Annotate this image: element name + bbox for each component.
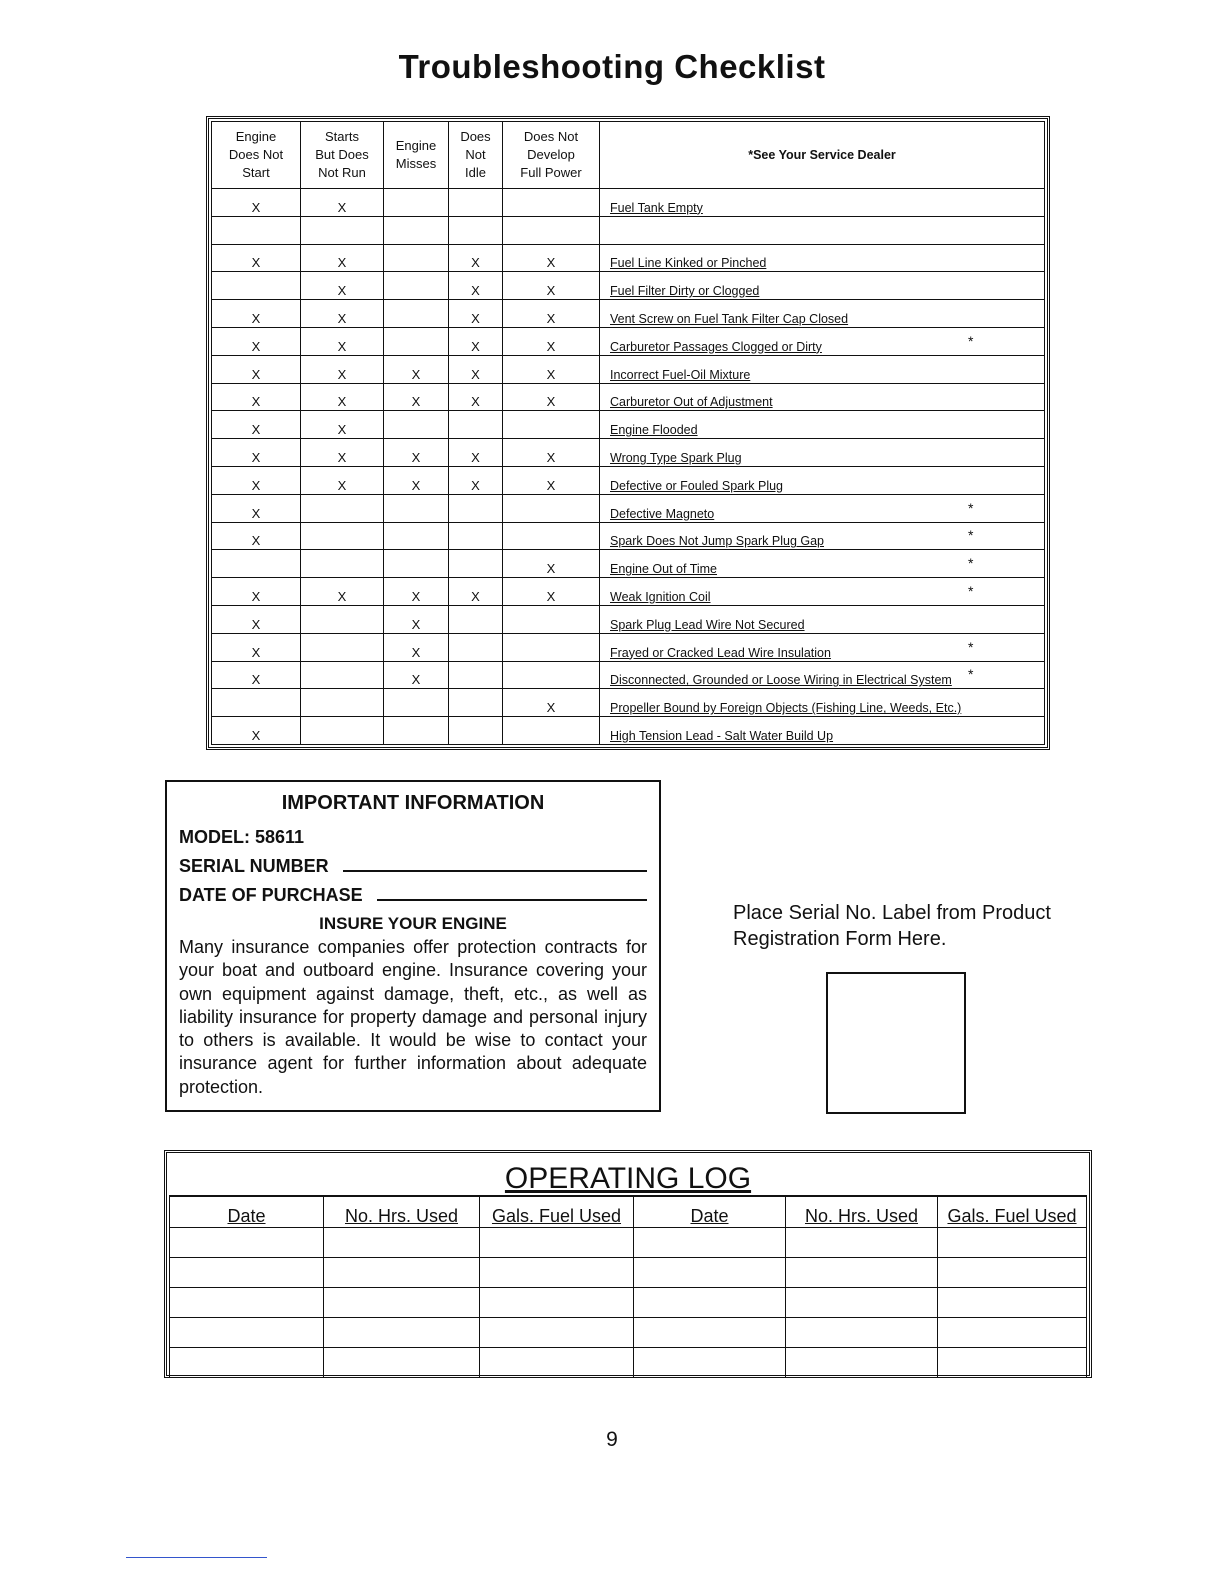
symptom-mark-cell: X xyxy=(503,689,600,717)
symptom-mark-cell: X xyxy=(212,355,301,383)
cause-cell xyxy=(600,189,1045,217)
cause-cell xyxy=(600,355,1045,383)
symptom-mark-cell: X xyxy=(301,383,384,411)
symptom-mark-cell xyxy=(212,550,301,578)
symptom-mark-cell: X xyxy=(301,327,384,355)
header-does-not-idle: Does Not Idle xyxy=(449,122,503,189)
log-header-fuel xyxy=(480,1197,634,1228)
operating-log-row xyxy=(170,1318,1087,1348)
symptom-mark-cell xyxy=(384,189,449,217)
symptom-mark-cell xyxy=(212,216,301,244)
symptom-mark-cell xyxy=(503,717,600,745)
cause-cell xyxy=(600,605,1045,633)
cause-text: Carburetor Passages Clogged or Dirty xyxy=(610,339,822,354)
log-header-date-text: Date xyxy=(227,1206,266,1226)
symptom-mark-cell xyxy=(212,689,301,717)
operating-log-cell[interactable] xyxy=(324,1348,480,1378)
symptom-mark-cell xyxy=(384,244,449,272)
symptom-mark-cell xyxy=(384,327,449,355)
symptom-mark-cell xyxy=(503,216,600,244)
symptom-mark-cell xyxy=(449,717,503,745)
cause-cell xyxy=(600,300,1045,328)
operating-log-cell[interactable] xyxy=(170,1318,324,1348)
serial-number-blank xyxy=(343,870,647,872)
troubleshooting-row xyxy=(212,578,1045,606)
operating-log-cell[interactable] xyxy=(786,1288,938,1318)
symptom-mark-cell xyxy=(503,411,600,439)
operating-log-cell[interactable] xyxy=(480,1288,634,1318)
troubleshooting-row xyxy=(212,661,1045,689)
service-dealer-marker: * xyxy=(968,499,974,516)
symptom-mark-cell xyxy=(384,689,449,717)
cause-text: Frayed or Cracked Lead Wire Insulation xyxy=(610,645,831,660)
troubleshooting-header-row xyxy=(212,122,1045,189)
operating-log-cell[interactable] xyxy=(324,1318,480,1348)
symptom-mark-cell: X xyxy=(212,605,301,633)
log-header-hours xyxy=(324,1197,480,1228)
troubleshooting-row xyxy=(212,633,1045,661)
operating-log-table xyxy=(169,1196,1087,1378)
operating-log-cell[interactable] xyxy=(480,1318,634,1348)
cause-cell xyxy=(600,466,1045,494)
header-does-not-develop-full-power: Does Not Develop Full Power xyxy=(503,122,600,189)
symptom-mark-cell: X xyxy=(301,578,384,606)
operating-log-frame xyxy=(164,1150,1092,1378)
symptom-mark-cell: X xyxy=(212,633,301,661)
operating-log-cell[interactable] xyxy=(938,1228,1087,1258)
header-see-service-dealer: *See Your Service Dealer xyxy=(600,122,1045,189)
operating-log-cell[interactable] xyxy=(938,1258,1087,1288)
operating-log-cell[interactable] xyxy=(170,1288,324,1318)
log-header-date-2 xyxy=(634,1197,786,1228)
symptom-mark-cell: X xyxy=(212,411,301,439)
log-header-date xyxy=(170,1197,324,1228)
log-header-fuel-2-text: Gals. Fuel Used xyxy=(947,1206,1077,1226)
symptom-mark-cell: X xyxy=(212,244,301,272)
symptom-mark-cell xyxy=(384,717,449,745)
cause-text: Defective Magneto xyxy=(610,506,715,521)
log-header-hours-2-text: No. Hrs. Used xyxy=(804,1206,919,1226)
symptom-mark-cell: X xyxy=(212,439,301,467)
symptom-mark-cell xyxy=(449,522,503,550)
symptom-mark-cell: X xyxy=(301,272,384,300)
symptom-mark-cell xyxy=(384,272,449,300)
header-engine-does-not-start: Engine Does Not Start xyxy=(212,122,301,189)
troubleshooting-rows xyxy=(212,189,1045,745)
cause-text: Spark Does Not Jump Spark Plug Gap xyxy=(610,534,824,549)
cause-text: High Tension Lead - Salt Water Build Up xyxy=(610,728,834,743)
cause-cell xyxy=(600,689,1045,717)
symptom-mark-cell: X xyxy=(449,327,503,355)
operating-log-cell[interactable] xyxy=(938,1318,1087,1348)
troubleshooting-row xyxy=(212,383,1045,411)
symptom-mark-cell: X xyxy=(384,439,449,467)
symptom-mark-cell: X xyxy=(449,355,503,383)
symptom-mark-cell: X xyxy=(449,272,503,300)
symptom-mark-cell xyxy=(384,216,449,244)
operating-log-cell[interactable] xyxy=(786,1318,938,1348)
symptom-mark-cell: X xyxy=(212,522,301,550)
troubleshooting-row xyxy=(212,189,1045,217)
operating-log-title-text: OPERATING LOG xyxy=(504,1162,752,1195)
log-header-fuel-2 xyxy=(938,1197,1087,1228)
cause-cell xyxy=(600,383,1045,411)
cause-cell xyxy=(600,717,1045,745)
symptom-mark-cell xyxy=(503,605,600,633)
symptom-mark-cell xyxy=(503,189,600,217)
model-line xyxy=(179,827,647,848)
operating-log-cell[interactable] xyxy=(170,1228,324,1258)
model-label: MODEL: 58611 xyxy=(179,827,305,847)
symptom-mark-cell xyxy=(301,717,384,745)
troubleshooting-row xyxy=(212,216,1045,244)
symptom-mark-cell xyxy=(301,661,384,689)
cause-text: Spark Plug Lead Wire Not Secured xyxy=(610,617,805,632)
cause-cell xyxy=(600,494,1045,522)
operating-log-cell[interactable] xyxy=(634,1258,786,1288)
page-title: Troubleshooting Checklist xyxy=(398,48,826,85)
cause-cell xyxy=(600,244,1045,272)
operating-log-cell[interactable] xyxy=(634,1348,786,1378)
service-dealer-marker: * xyxy=(968,582,974,599)
symptom-mark-cell xyxy=(449,689,503,717)
troubleshooting-row xyxy=(212,300,1045,328)
important-info-title: IMPORTANT INFORMATION xyxy=(281,792,545,814)
symptom-mark-cell: X xyxy=(384,605,449,633)
symptom-mark-cell: X xyxy=(449,578,503,606)
troubleshooting-row xyxy=(212,272,1045,300)
operating-log-cell[interactable] xyxy=(938,1288,1087,1318)
operating-log-cell[interactable] xyxy=(480,1348,634,1378)
symptom-mark-cell: X xyxy=(212,327,301,355)
symptom-mark-cell: X xyxy=(384,383,449,411)
cause-cell xyxy=(600,439,1045,467)
important-information-box xyxy=(165,780,661,1112)
symptom-mark-cell: X xyxy=(503,383,600,411)
symptom-mark-cell: X xyxy=(449,244,503,272)
cause-text: Propeller Bound by Foreign Objects (Fishing Line, Weeds, Etc.) xyxy=(610,701,962,716)
symptom-mark-cell xyxy=(449,411,503,439)
symptom-mark-cell xyxy=(301,494,384,522)
header-engine-misses: Engine Misses xyxy=(384,122,449,189)
operating-log-row xyxy=(170,1228,1087,1258)
operating-log-cell[interactable] xyxy=(324,1288,480,1318)
symptom-mark-cell xyxy=(212,272,301,300)
serial-label-note: Place Serial No. Label from Product Registration Form Here. xyxy=(733,902,1051,950)
symptom-mark-cell xyxy=(449,216,503,244)
symptom-mark-cell: X xyxy=(503,578,600,606)
cause-cell xyxy=(600,216,1045,244)
symptom-mark-cell: X xyxy=(503,439,600,467)
symptom-mark-cell: X xyxy=(503,466,600,494)
cause-cell xyxy=(600,550,1045,578)
cause-text: Wrong Type Spark Plug xyxy=(610,450,742,465)
symptom-mark-cell: X xyxy=(503,300,600,328)
troubleshooting-row xyxy=(212,355,1045,383)
cause-cell xyxy=(600,661,1045,689)
cause-text: Weak Ignition Coil xyxy=(610,589,711,604)
symptom-mark-cell: X xyxy=(301,189,384,217)
cause-cell xyxy=(600,411,1045,439)
cause-text: Fuel Tank Empty xyxy=(610,200,703,215)
troubleshooting-row xyxy=(212,605,1045,633)
header-starts-but-does-not-run: Starts But Does Not Run xyxy=(301,122,384,189)
cause-text: Defective or Fouled Spark Plug xyxy=(610,478,784,493)
log-header-fuel-text: Gals. Fuel Used xyxy=(491,1206,622,1226)
troubleshooting-row xyxy=(212,689,1045,717)
operating-log-cell[interactable] xyxy=(170,1348,324,1378)
symptom-mark-cell: X xyxy=(212,717,301,745)
troubleshooting-table xyxy=(211,121,1045,745)
troubleshooting-row xyxy=(212,550,1045,578)
serial-number-line xyxy=(179,856,647,877)
symptom-mark-cell: X xyxy=(449,439,503,467)
insure-engine-title: INSURE YOUR ENGINE xyxy=(319,914,507,933)
symptom-mark-cell: X xyxy=(384,578,449,606)
service-dealer-marker: * xyxy=(968,527,974,544)
insure-engine-text: Many insurance companies offer protection contracts for your boat and outboard engine. Insurance covering your own equipment against damage, theft, etc., as well as liability insurance for property damage and personal injury to others is available. It would be wise to contact your insurance agent for further information about adequate protection. xyxy=(179,937,647,1097)
symptom-mark-cell: X xyxy=(503,550,600,578)
symptom-mark-cell xyxy=(301,522,384,550)
symptom-mark-cell xyxy=(503,522,600,550)
date-of-purchase-blank xyxy=(377,899,647,901)
troubleshooting-row xyxy=(212,717,1045,745)
cause-text: Disconnected, Grounded or Loose Wiring in Electrical System xyxy=(610,673,952,688)
symptom-mark-cell xyxy=(503,661,600,689)
symptom-mark-cell xyxy=(301,550,384,578)
symptom-mark-cell xyxy=(503,633,600,661)
symptom-mark-cell: X xyxy=(384,466,449,494)
symptom-mark-cell xyxy=(449,189,503,217)
operating-log-row xyxy=(170,1288,1087,1318)
troubleshooting-row xyxy=(212,494,1045,522)
operating-log-rows xyxy=(170,1228,1087,1378)
cause-text: Carburetor Out of Adjustment xyxy=(610,395,773,410)
symptom-mark-cell: X xyxy=(449,383,503,411)
symptom-mark-cell xyxy=(301,216,384,244)
operating-log-cell[interactable] xyxy=(480,1258,634,1288)
page-number: 9 xyxy=(606,1428,618,1451)
operating-log-cell[interactable] xyxy=(786,1348,938,1378)
operating-log-cell[interactable] xyxy=(324,1258,480,1288)
symptom-mark-cell xyxy=(301,633,384,661)
symptom-mark-cell: X xyxy=(301,300,384,328)
symptom-mark-cell xyxy=(503,494,600,522)
cause-cell xyxy=(600,578,1045,606)
symptom-mark-cell: X xyxy=(301,355,384,383)
operating-log-cell[interactable] xyxy=(634,1288,786,1318)
operating-log-cell[interactable] xyxy=(170,1258,324,1288)
operating-log-cell[interactable] xyxy=(324,1228,480,1258)
cause-text: Engine Out of Time xyxy=(610,562,718,577)
operating-log-row xyxy=(170,1348,1087,1378)
cause-cell xyxy=(600,633,1045,661)
symptom-mark-cell: X xyxy=(449,300,503,328)
symptom-mark-cell: X xyxy=(449,466,503,494)
symptom-mark-cell: X xyxy=(212,578,301,606)
symptom-mark-cell: X xyxy=(212,494,301,522)
symptom-mark-cell xyxy=(384,550,449,578)
operating-log-title xyxy=(169,1155,1087,1196)
cause-cell xyxy=(600,272,1045,300)
symptom-mark-cell xyxy=(384,522,449,550)
symptom-mark-cell xyxy=(384,494,449,522)
symptom-mark-cell xyxy=(449,661,503,689)
symptom-mark-cell xyxy=(449,633,503,661)
symptom-mark-cell xyxy=(384,411,449,439)
symptom-mark-cell: X xyxy=(212,383,301,411)
symptom-mark-cell: X xyxy=(301,244,384,272)
symptom-mark-cell xyxy=(301,605,384,633)
symptom-mark-cell: X xyxy=(384,633,449,661)
symptom-mark-cell xyxy=(449,605,503,633)
symptom-mark-cell: X xyxy=(384,355,449,383)
troubleshooting-row xyxy=(212,327,1045,355)
symptom-mark-cell: X xyxy=(212,189,301,217)
cause-cell xyxy=(600,522,1045,550)
log-header-date-2-text: Date xyxy=(690,1206,729,1226)
log-header-hours-2 xyxy=(786,1197,938,1228)
operating-log-cell[interactable] xyxy=(786,1228,938,1258)
cause-text: Fuel Filter Dirty or Clogged xyxy=(610,284,760,299)
operating-log-cell[interactable] xyxy=(786,1258,938,1288)
symptom-mark-cell: X xyxy=(503,272,600,300)
symptom-mark-cell xyxy=(384,300,449,328)
symptom-mark-cell: X xyxy=(301,411,384,439)
serial-label-placeholder-box xyxy=(826,972,966,1114)
symptom-mark-cell: X xyxy=(503,355,600,383)
operating-log-cell[interactable] xyxy=(634,1228,786,1258)
symptom-mark-cell: X xyxy=(212,661,301,689)
symptom-mark-cell xyxy=(449,494,503,522)
service-dealer-marker: * xyxy=(968,638,974,655)
cause-cell xyxy=(600,327,1045,355)
troubleshooting-row xyxy=(212,522,1045,550)
troubleshooting-row xyxy=(212,466,1045,494)
operating-log-cell[interactable] xyxy=(634,1318,786,1348)
date-of-purchase-label: DATE OF PURCHASE xyxy=(179,885,363,905)
cause-text: Vent Screw on Fuel Tank Filter Cap Closed xyxy=(610,311,849,326)
symptom-mark-cell: X xyxy=(301,439,384,467)
date-of-purchase-line xyxy=(179,885,647,906)
operating-log-cell[interactable] xyxy=(938,1348,1087,1378)
cause-text: Engine Flooded xyxy=(610,423,698,438)
service-dealer-marker: * xyxy=(968,555,974,572)
operating-log-header-row xyxy=(170,1197,1087,1228)
symptom-mark-cell: X xyxy=(301,466,384,494)
log-header-hours-text: No. Hrs. Used xyxy=(344,1206,459,1226)
symptom-mark-cell: X xyxy=(503,244,600,272)
symptom-mark-cell: X xyxy=(384,661,449,689)
symptom-mark-cell: X xyxy=(212,466,301,494)
serial-number-label: SERIAL NUMBER xyxy=(179,856,329,876)
troubleshooting-row xyxy=(212,411,1045,439)
symptom-mark-cell xyxy=(449,550,503,578)
symptom-mark-cell: X xyxy=(212,300,301,328)
troubleshooting-row xyxy=(212,439,1045,467)
service-dealer-marker: * xyxy=(968,332,974,349)
symptom-mark-cell: X xyxy=(503,327,600,355)
troubleshooting-row xyxy=(212,244,1045,272)
operating-log-row xyxy=(170,1258,1087,1288)
cause-text: Fuel Line Kinked or Pinched xyxy=(610,256,767,271)
cause-text: Incorrect Fuel-Oil Mixture xyxy=(610,367,751,382)
operating-log-cell[interactable] xyxy=(480,1228,634,1258)
symptom-mark-cell xyxy=(301,689,384,717)
troubleshooting-table-frame xyxy=(206,116,1050,750)
service-dealer-marker: * xyxy=(968,666,974,683)
footer-rule xyxy=(126,1557,267,1558)
